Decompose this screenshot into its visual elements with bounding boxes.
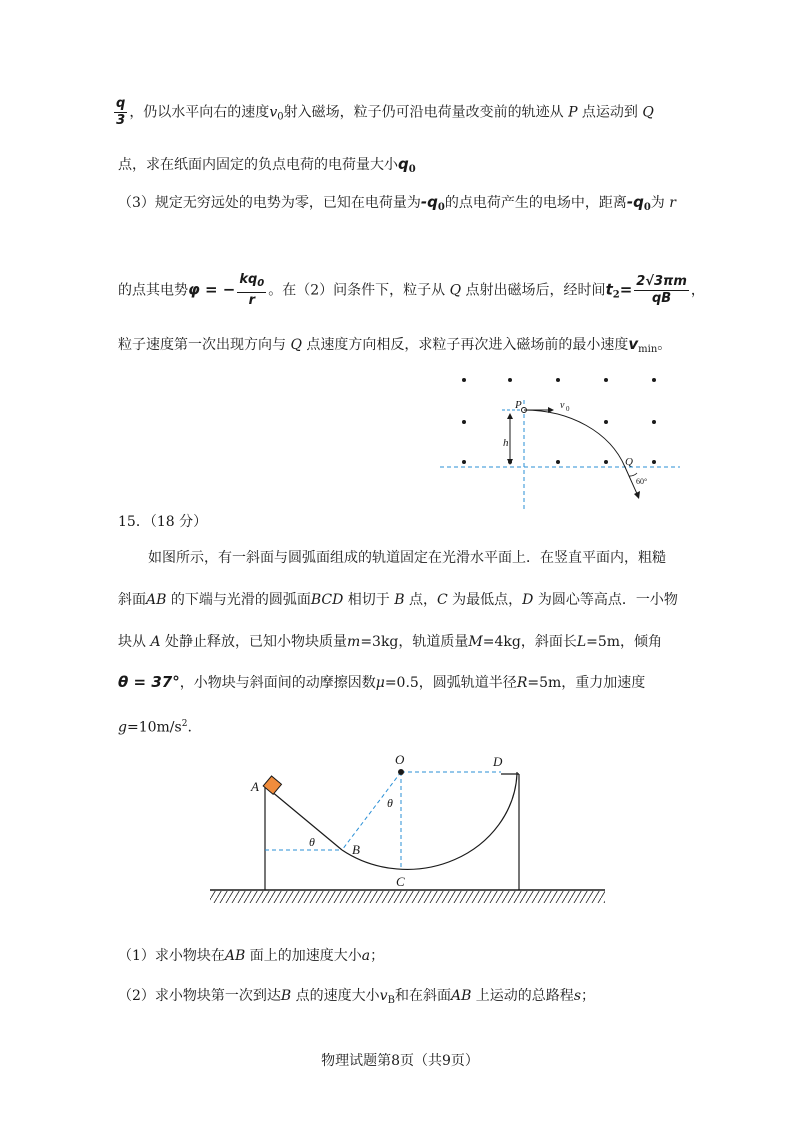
text-segment: 块从 [118,634,146,650]
var-a: a [361,948,371,964]
track-figure [205,748,615,916]
text-segment: （1）求小物块在 [118,948,225,964]
text-segment: 斜面 [118,592,146,608]
text-segment: 。在（2）问条件下，粒子从 [268,282,446,299]
incline-ab [265,786,342,850]
var-big-m: M [468,634,483,650]
text-segment: =3kg，轨道质量 [360,634,469,650]
q15-para-line-2 [118,590,678,610]
text-segment: 点的速度大小 [291,988,380,1004]
formula-theta: θ = 37° [118,673,180,691]
question-15-header [118,512,207,532]
var-b: B [280,988,292,1004]
var-b: B [394,592,405,608]
label-p: P [515,399,522,411]
text-segment: 射入磁场，粒子仍可沿电荷量改变前的轨迹从 [283,104,564,121]
particle-trajectory [524,410,638,496]
var-v0: v [269,104,278,121]
var-r: r [669,195,676,211]
var-bcd: BCD [310,592,344,608]
var-ab: AB [450,988,472,1004]
text-line-1 [118,96,654,129]
var-m: m [347,634,361,650]
label-theta-incline: θ [309,835,315,849]
sub-0: 0 [257,278,265,289]
label-o: O [395,752,405,767]
label-c: C [396,874,405,889]
var-p: P [568,104,578,121]
var-neg-q0: -q [626,193,644,211]
text-segment: 点运动到 [577,104,638,121]
text-segment: ，小物块与斜面间的动摩擦因数 [179,675,376,691]
text-segment: ，仍以水平向右的速度 [129,104,270,121]
text-line-4 [118,272,705,309]
text-segment: （3）规定无穷远处的电势为零，已知在电荷量为 [118,195,421,211]
var-q: Q [449,282,462,299]
var-v: v [379,988,388,1004]
var-ab: AB [224,948,246,964]
text-segment: 为最低点， [447,592,523,608]
label-theta-center: θ [387,796,393,810]
center-o [398,769,404,775]
sub-0: 0 [408,164,416,175]
text-segment: 点速度方向相反，求粒子再次进入磁场前的最小速度 [301,337,629,353]
text-segment: 相切于 [343,592,390,608]
var-d: D [522,592,534,608]
var-t2: t [605,280,613,299]
q15-para-line-1 [148,548,666,568]
var-r-radius: R [516,675,528,691]
sub-0: 0 [437,202,445,213]
text-segment: 如图所示，有一斜面与圆弧面组成的轨道固定在光滑水平面上．在竖直平面内，粗糙 [148,550,666,566]
subquestion-1 [118,946,384,966]
sub-0: 0 [643,202,651,213]
text-segment: 和在斜面 [394,988,451,1004]
text-segment: ； [581,988,595,1004]
text-segment: 点射出磁场后，经时间 [461,282,606,299]
label-v0-sub: 0 [566,405,570,413]
equals: = [619,280,633,299]
text-segment: 的点其电势 [118,282,188,299]
text-segment: （2）求小物块第一次到达 [118,988,281,1004]
text-segment: . [187,719,192,736]
var-neg-q0: -q [420,193,438,211]
text-segment: 点， [404,592,437,608]
sub-b: B [387,995,395,1006]
label-h: h [503,437,509,449]
question-number: 15．（18 分） [118,514,208,530]
small-block [263,776,281,794]
sup-2: 2 [181,719,188,729]
fraction-3-den: 3 [116,113,126,128]
text-segment: 为 [650,195,665,211]
sub-0: 0 [277,111,284,123]
text-segment: 上运动的总路程 [471,988,574,1004]
text-segment: =5m，重力加速度 [527,675,646,691]
text-segment: =0.5，圆弧轨道半径 [384,675,517,691]
q15-para-line-5 [118,714,192,738]
var-q: Q [290,337,302,353]
label-v: v [560,400,565,411]
var-ab: AB [146,592,167,608]
text-segment: 面上的加速度大小 [245,948,362,964]
var-a-point: A [150,634,161,650]
ground-hatch [210,891,605,903]
text-segment: =10m/s [126,719,182,736]
text-line-2 [118,154,416,180]
var-l: L [576,634,587,650]
text-segment: 。 [657,337,672,353]
fraction-kq0-num: kq [239,272,258,287]
label-d: D [493,754,503,769]
text-line-3 [118,192,676,218]
text-segment: 点，求在纸面内固定的负点电荷的电荷量大小 [118,157,398,173]
text-segment: =4kg，斜面长 [482,634,577,650]
var-v: v [628,335,639,353]
magnetic-field-figure [440,372,700,512]
var-q: Q [642,104,654,121]
sub-2: 2 [612,289,620,301]
label-a: A [251,779,259,794]
label-b: B [352,842,360,857]
fraction-time-den: qB [651,291,672,306]
var-q0: q [398,155,409,173]
subquestion-2 [118,986,595,1011]
text-segment: =5m，倾角 [586,634,663,650]
q15-para-line-4 [118,672,645,693]
var-c: C [437,592,448,608]
var-mu: μ [375,675,385,691]
sub-min: min [638,344,658,355]
fraction-time-num: 2√3πm [636,274,687,289]
text-segment: 处静止释放，已知小物块质量 [160,634,348,650]
field-dots [462,378,656,464]
fraction-r-den: r [248,293,255,308]
q15-para-line-3 [118,632,662,652]
text-segment: 的下端与光滑的圆弧面 [166,592,311,608]
arc-bcd [342,774,517,869]
var-s: s [573,988,581,1004]
text-segment: ； [370,948,385,964]
var-g: g [118,719,127,736]
text-segment: ， [690,282,705,299]
text-segment: 为圆心等高点．一小物 [533,592,678,608]
dash-o-to-b [342,772,401,850]
text-segment: 粒子速度第一次出现方向与 [118,337,286,353]
label-q: Q [625,456,633,468]
page-footer: 物理试题第8页（共9页） [321,1053,479,1069]
text-segment: 的点电荷产生的电场中，距离 [444,195,627,211]
fraction-q-num: q [116,96,126,111]
label-60deg: 60° [636,477,648,486]
formula-phi: φ = − [188,280,236,299]
text-line-5 [118,334,671,360]
